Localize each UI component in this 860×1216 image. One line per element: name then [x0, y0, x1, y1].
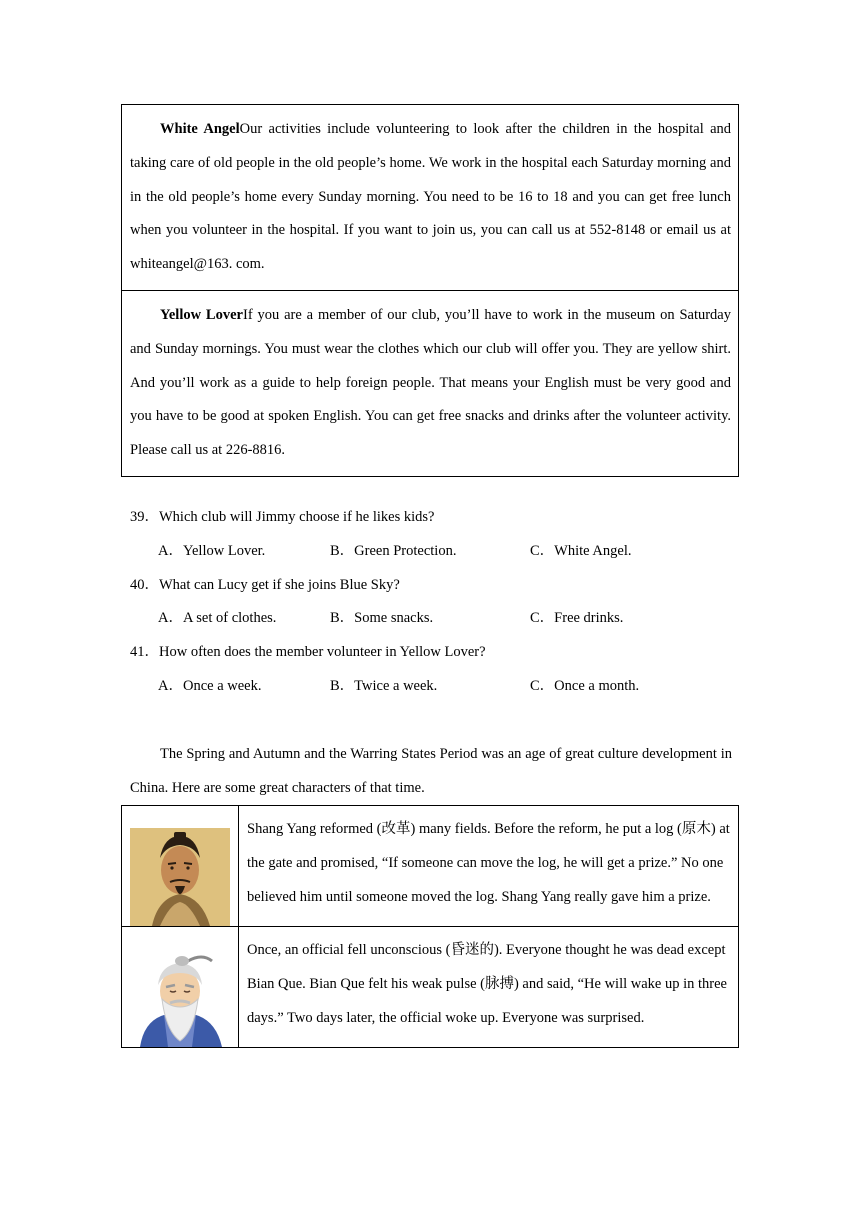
question-39	[130, 501, 740, 535]
character-row	[122, 927, 739, 1048]
bian-que-portrait	[130, 951, 230, 1047]
club-name: White Angel	[160, 121, 240, 137]
club-row	[122, 105, 739, 291]
portrait-cell	[122, 806, 239, 927]
question-41	[130, 636, 740, 670]
club-name: Yellow Lover	[160, 306, 243, 323]
option-c: C．Once a month.	[530, 677, 640, 694]
options-40	[130, 602, 740, 636]
club-row	[122, 290, 739, 476]
question-text: How often does the member volunteer in Yellow Lover?	[159, 644, 486, 661]
character-row	[122, 806, 739, 927]
club-cell	[122, 290, 739, 476]
question-text: What can Lucy get if she joins Blue Sky?	[159, 576, 400, 593]
option-c: C．White Angel.	[530, 542, 632, 559]
option-b: B．Green Protection.	[330, 542, 457, 559]
club-cell	[122, 105, 739, 291]
option-a: A．Once a week.	[158, 677, 262, 694]
question-number: 40．	[130, 576, 159, 593]
character-text: Once, an official fell unconscious (昏迷的). Everyone thought he was dead except Bian Que. Bian Que felt his weak pulse (脉搏) and said, “He will wake up in three days.” Two days later, the official woke up. Everyone was surprised.	[239, 927, 739, 1048]
option-a: A．A set of clothes.	[158, 610, 277, 627]
option-b: B．Twice a week.	[330, 677, 438, 694]
question-40	[130, 569, 740, 603]
character-text: Shang Yang reformed (改革) many fields. Before the reform, he put a log (原木) at the gate and promised, “If someone can move the log, he will get a prize.” No one believed him until someone moved the log. Shang Yang really gave him a prize.	[239, 806, 739, 927]
intro-text: The Spring and Autumn and the Warring States Period was an age of great culture development in China. Here are some great characters of that time.	[130, 746, 732, 796]
portrait-cell	[122, 927, 239, 1048]
characters-table	[121, 805, 739, 1048]
options-39	[130, 535, 740, 569]
option-c: C．Free drinks.	[530, 610, 624, 627]
options-41	[130, 670, 740, 704]
option-a: A．Yellow Lover.	[158, 542, 266, 559]
club-description: If you are a member of our club, you’ll have to work in the museum on Saturday and Sunday mornings. You must wear the clothes which our club will offer you. They are yellow shirt. And you’ll work as a guide to help foreign people. That means your English must be very good and you have to be good at spoken English. You can get free snacks and drinks after the volunteer activity. Please call us at 226-8816.	[130, 306, 731, 459]
club-description: Our activities include volunteering to look after the children in the hospital and taking care of old people in the old people’s home. We work in the hospital each Saturday morning and in the old people’s home every Sunday morning. You need to be 16 to 18 and you can get free lunch when you volunteer in the hospital. If you want to join us, you can call us at 552-8148 or email us at whiteangel@163. com.	[130, 121, 731, 273]
question-number: 39．	[130, 509, 159, 525]
question-number: 41．	[130, 644, 159, 661]
clubs-table	[121, 104, 739, 477]
shang-yang-portrait	[130, 828, 230, 926]
questions	[130, 501, 740, 704]
question-text: Which club will Jimmy choose if he likes kids?	[159, 509, 435, 525]
passage-intro	[130, 738, 732, 806]
option-b: B．Some snacks.	[330, 610, 434, 627]
